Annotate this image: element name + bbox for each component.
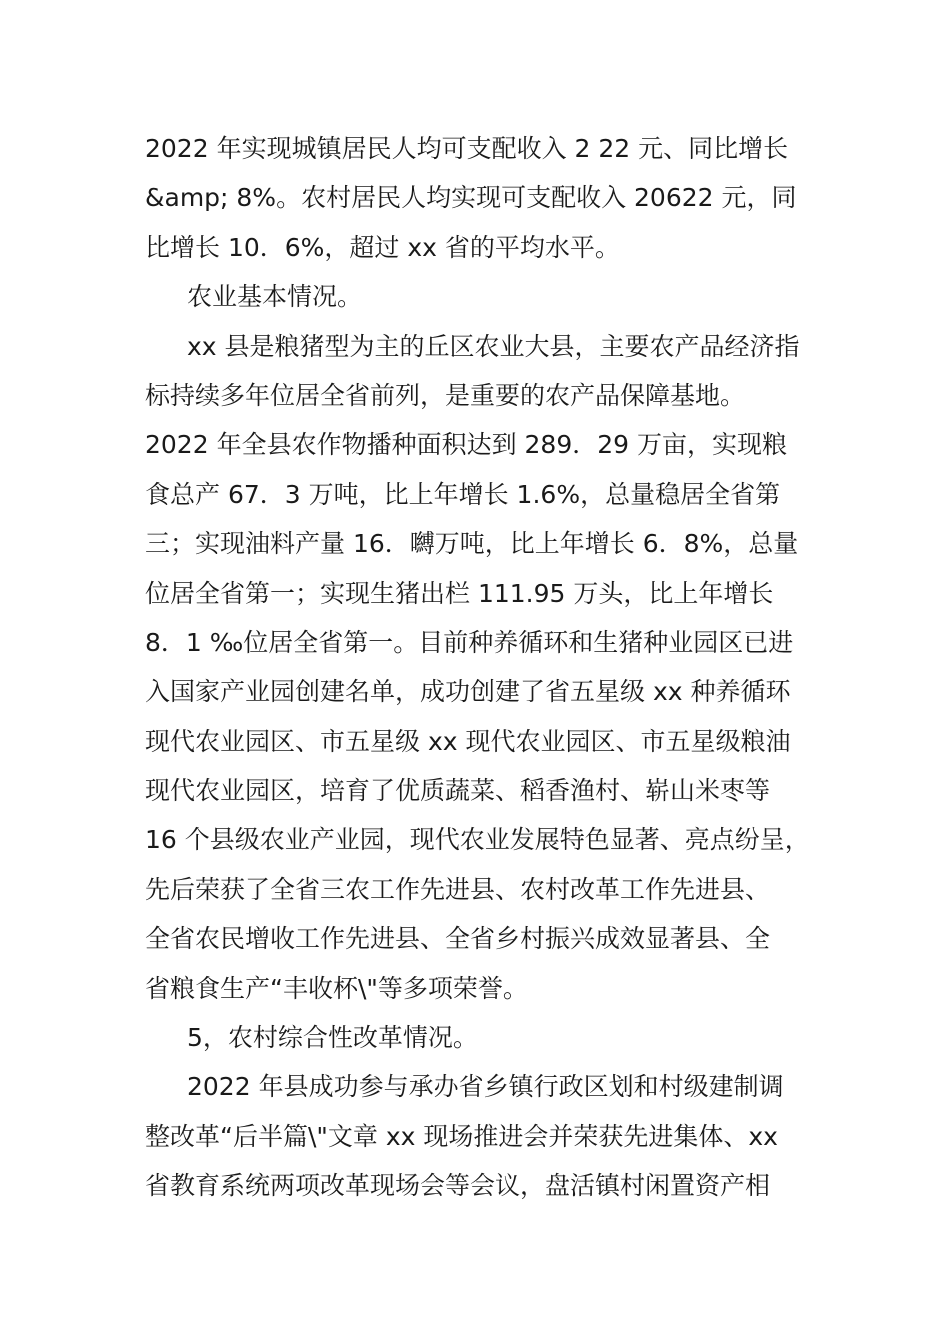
text-line: 全省农民增收工作先进县、全省乡村振兴成效显著县、全 <box>145 924 771 954</box>
text-line: 三；实现油料产量 16．嚩万吨，比上年增长 6．8%，总量 <box>145 529 799 559</box>
text-line: 现代农业园区、市五星级 xx 现代农业园区、市五星级粮油 <box>145 726 791 756</box>
text-line: 2022 年全县农作物播种面积达到 289．29 万亩，实现粮 <box>145 430 787 460</box>
text-line: 标持续多年位居全省前列，是重要的农产品保障基地。 <box>145 380 746 410</box>
text-line: xx 县是粮猪型为主的丘区农业大县，主要农产品经济指 <box>187 331 800 361</box>
section-heading-agriculture <box>145 272 810 321</box>
text-line: 2022 年县成功参与承办省乡镇行政区划和村级建制调 <box>187 1072 784 1102</box>
paragraph-agriculture <box>145 322 810 1013</box>
text-line: 16 个县级农业产业园，现代农业发展特色显著、亮点纷呈， <box>145 825 810 855</box>
text-line: 整改革“后半篇\"文章 xx 现场推进会并荣获先进集体、xx <box>145 1121 778 1151</box>
document-page <box>145 124 810 1211</box>
text-line: 省教育系统两项改革现场会等会议，盘活镇村闲置资产相 <box>145 1171 771 1201</box>
text-line: 省粮食生产“丰收杯\"等多项荣誉。 <box>145 973 528 1003</box>
paragraph-reform <box>145 1062 810 1210</box>
text-line: 8．1 ‰位居全省第一。目前种养循环和生猪种业园区已进 <box>145 627 794 657</box>
text-line: 2022 年实现城镇居民人均可支配收入 2 22 元、同比增长 <box>145 134 789 163</box>
text-line: 5，农村综合性改革情况。 <box>187 1023 478 1053</box>
text-line: 食总产 67．3 万吨，比上年增长 1.6%，总量稳居全省第 <box>145 479 781 509</box>
text-line: &amp; 8%。农村居民人均实现可支配收入 20622 元，同 <box>145 183 797 213</box>
paragraph-income <box>145 124 810 272</box>
section-heading-reform <box>145 1013 810 1062</box>
text-line: 农业基本情况。 <box>187 282 363 312</box>
text-line: 比增长 10．6%，超过 xx 省的平均水平。 <box>145 232 620 262</box>
text-line: 位居全省第一；实现生猪出栏 111.95 万头，比上年增长 <box>145 578 774 608</box>
text-line: 入国家产业园创建名单，成功创建了省五星级 xx 种养循环 <box>145 677 791 707</box>
text-line: 现代农业园区，培育了优质蔬菜、稻香渔村、崭山米枣等 <box>145 776 771 806</box>
text-line: 先后荣获了全省三农工作先进县、农村改革工作先进县、 <box>145 874 771 904</box>
